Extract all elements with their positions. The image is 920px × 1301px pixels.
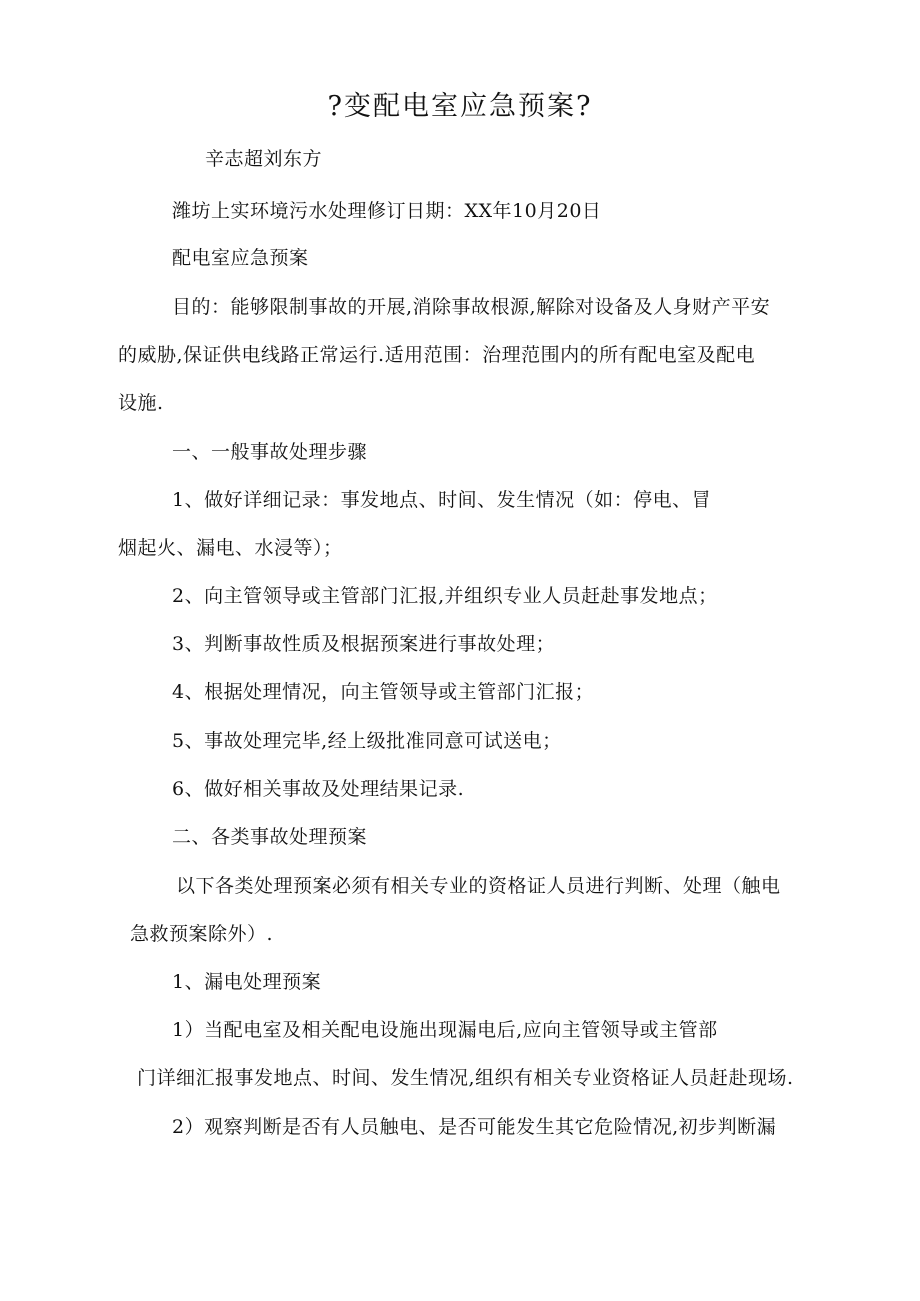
section1-step: 1、做好详细记录：事发地点、时间、发生情况（如：停电、冒 (172, 489, 712, 511)
sub1-item1-line-1: 1）当配电室及相关配电设施出现漏电后,应向主管领导或主管部 (172, 1019, 718, 1041)
document-subtitle: 配电室应急预案 (172, 247, 309, 269)
section2-intro-line-1: 以下各类处理预案必须有相关专业的资格证人员进行判断、处理（触电 (176, 875, 781, 897)
section1-step: 烟起火、漏电、水浸等）； (118, 537, 343, 559)
section1-step: 6、做好相关事故及处理结果记录. (172, 778, 465, 800)
section2-intro-line-2: 急救预案除外）. (130, 923, 274, 945)
section1-step: 3、判断事故性质及根据预案进行事故处理； (172, 633, 556, 655)
section1-step: 4、根据处理情况，向主管领导或主管部门汇报； (172, 681, 595, 703)
purpose-line-3: 设施. (118, 392, 164, 414)
section1-step: 5、事故处理完毕,经上级批准同意可试送电； (172, 730, 562, 752)
section1-step: 2、向主管领导或主管部门汇报,并组织专业人员赶赴事发地点； (172, 585, 718, 607)
section1-heading: 一、一般事故处理步骤 (172, 441, 368, 463)
sub1-item1-line-2: 门详细汇报事发地点、时间、发生情况,组织有相关专业资格证人员赶赴现场. (137, 1067, 794, 1089)
document-title: ?变配电室应急预案? (327, 91, 593, 122)
section2-heading: 二、各类事故处理预案 (172, 826, 368, 848)
authors-line: 辛志超刘东方 (205, 148, 323, 170)
purpose-line-1: 目的：能够限制事故的开展,消除事故根源,解除对设备及人身财产平安 (172, 296, 771, 318)
sub1-heading: 1、漏电处理预案 (172, 971, 322, 993)
purpose-line-2: 的威胁,保证供电线路正常运行.适用范围：治理范围内的所有配电室及配电 (118, 344, 756, 366)
org-revision-line: 潍坊上实环境污水处理修订日期：XX年10月20日 (172, 200, 602, 222)
sub1-item2-line-1: 2）观察判断是否有人员触电、是否可能发生其它危险情况,初步判断漏 (172, 1116, 777, 1138)
